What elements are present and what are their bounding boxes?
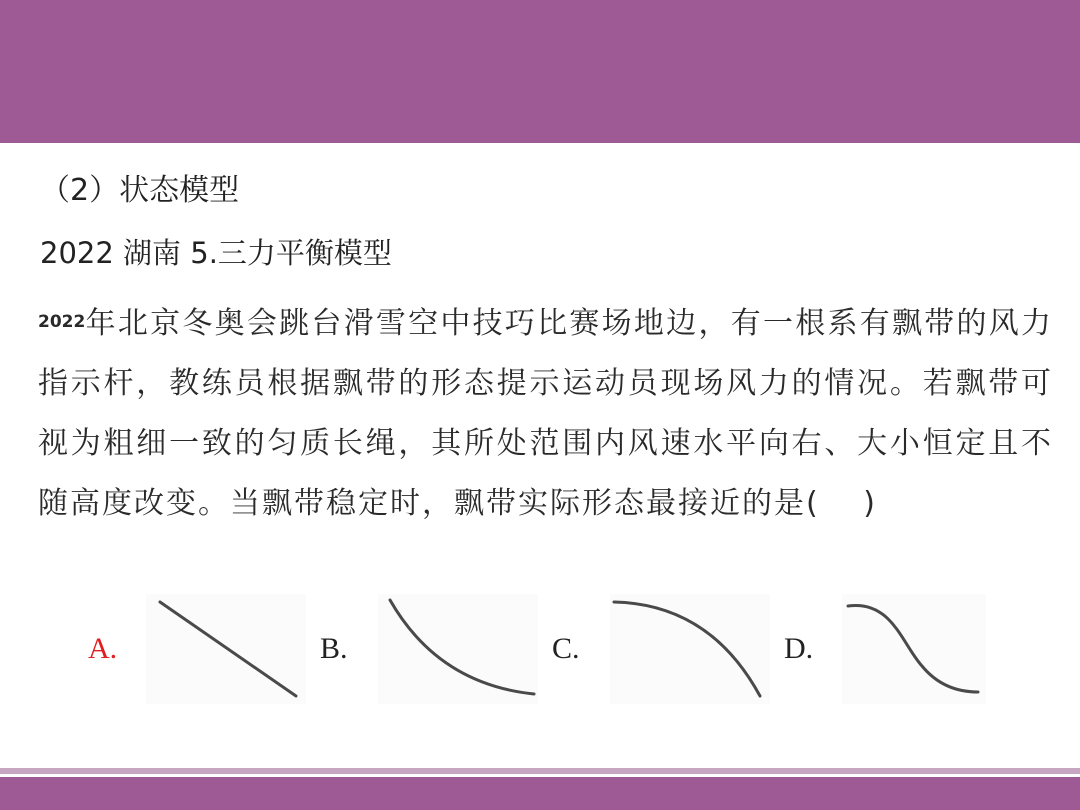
option-d-label: D.	[784, 632, 814, 665]
option-b-figure	[378, 594, 538, 704]
ribbon-line-a	[160, 602, 296, 696]
option-a-figure	[146, 594, 306, 704]
straight-ribbon-diagram	[146, 594, 306, 704]
problem-text	[38, 292, 1053, 534]
problem-body: 年北京冬奥会跳台滑雪空中技巧比赛场地边，有一根系有飘带的风力指示杆，教练员根据飘带的形态提示运动员现场风力的情况。若飘带可视为粗细一致的匀质长绳，其所处范围内风速水平向右、大小恒定且不随高度改变。当飘带稳定时，飘带实际形态最接近的是( )	[38, 306, 1053, 521]
option-c-label: C.	[552, 632, 580, 665]
section-title: （2）状态模型	[40, 173, 240, 208]
footer-line	[0, 768, 1080, 774]
ribbon-line-d	[848, 605, 978, 692]
ribbon-line-b	[390, 600, 534, 694]
concave-ribbon-diagram	[378, 594, 538, 704]
option-a-label: A.	[88, 632, 118, 665]
s-curve-ribbon-diagram	[842, 594, 986, 704]
ribbon-line-c	[614, 602, 760, 696]
source-title: 2022 湖南 5.三力平衡模型	[40, 236, 392, 270]
option-d-figure	[842, 594, 986, 704]
option-c-figure	[610, 594, 770, 704]
problem-year: 2022	[38, 312, 86, 332]
option-b-label: B.	[320, 632, 348, 665]
footer-band	[0, 777, 1080, 810]
header-band	[0, 0, 1080, 143]
convex-ribbon-diagram	[610, 594, 770, 704]
